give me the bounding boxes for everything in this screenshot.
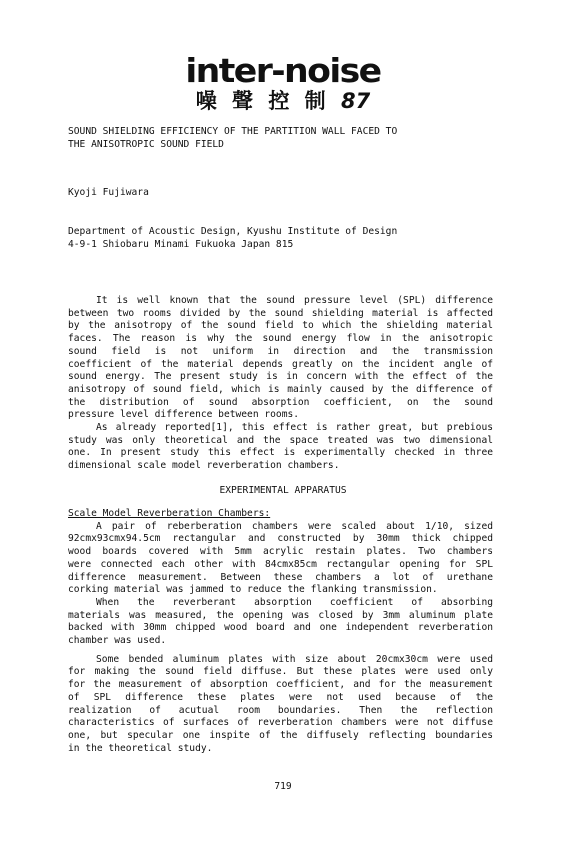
paper-title-line-1: SOUND SHIELDING EFFICIENCY OF THE PARTITION WALL FACED TO <box>68 126 398 137</box>
affiliation-line-1: Department of Acoustic Design, Kyushu Institute of Design <box>68 226 398 237</box>
page-number: 719 <box>274 781 292 792</box>
section-heading: EXPERIMENTAL APPARATUS <box>219 485 347 496</box>
logo-wordmark: inter-noise <box>185 51 381 90</box>
affiliation-line-2: 4-9-1 Shiobaru Minami Fukuoka Japan 815 <box>68 239 294 250</box>
subheading: Scale Model Reverberation Chambers: <box>68 508 271 519</box>
apparatus-section-body: Scale Model Reverberation Chambers: A pair of reberberation chambers were scaled about 1/10, sized 92cmx93cmx94.5cm rectangular and constructed by 30mm thick chipped wood boards covered with 5mm acrylic restain plates. Two chambers were connected each other with 84cmx85cm rectangular opening for SPL difference measurement. Between these chambers a lot of urethane corking material was jammed to reduce the flanking transmission. When the reverberant absorption coefficient of absorbing materials was measured, the opening was closed by 3mm aluminum plate backed with 30mm chipped wood board and one independent reverberation chamber was used. Some bended aluminum plates with size about 20cmx30cm were used for making the sound field diffuse. But these plates were used only for the measurement of absorption coefficient, and for the measurement of SPL difference these plates were not used because of the realization of acutual room boundaries. Then the reflection characteristics of surfaces of reverberation chambers were not diffuse one, but specular one inspite of the diffusely reflecting boundaries in the theoretical study. <box>68 508 493 754</box>
logo-year: 87 <box>341 89 371 113</box>
logo-cjk-title: 噪 聲 控 制 87 <box>195 89 371 113</box>
introduction-paragraph-1: It is well known that the sound pressure level (SPL) difference between two rooms divided by the sound shielding material is affected by the anisotropy of the sound field to which the shielding material faces. The reason is why the sound energy flow in the anisotropic sound field is not uniform in direction and the transmission coefficient of the material depends greatly on the incident angle of sound energy. The present study is in concern with the effect of the anisotropy of sound field, which is mainly caused by the difference of the distribution of sound absorption coefficient, on the sound pressure level difference between rooms. As already reported[1], this effect is rather great, but prebious study was only theoretical and the space treated was two dimensional one. In present study this effect is experimentally checked in three dimensional scale model reverberation chambers. <box>68 295 493 472</box>
author-name: Kyoji Fujiwara <box>68 187 149 198</box>
paper-title-line-2: THE ANISOTROPIC SOUND FIELD <box>68 139 224 150</box>
